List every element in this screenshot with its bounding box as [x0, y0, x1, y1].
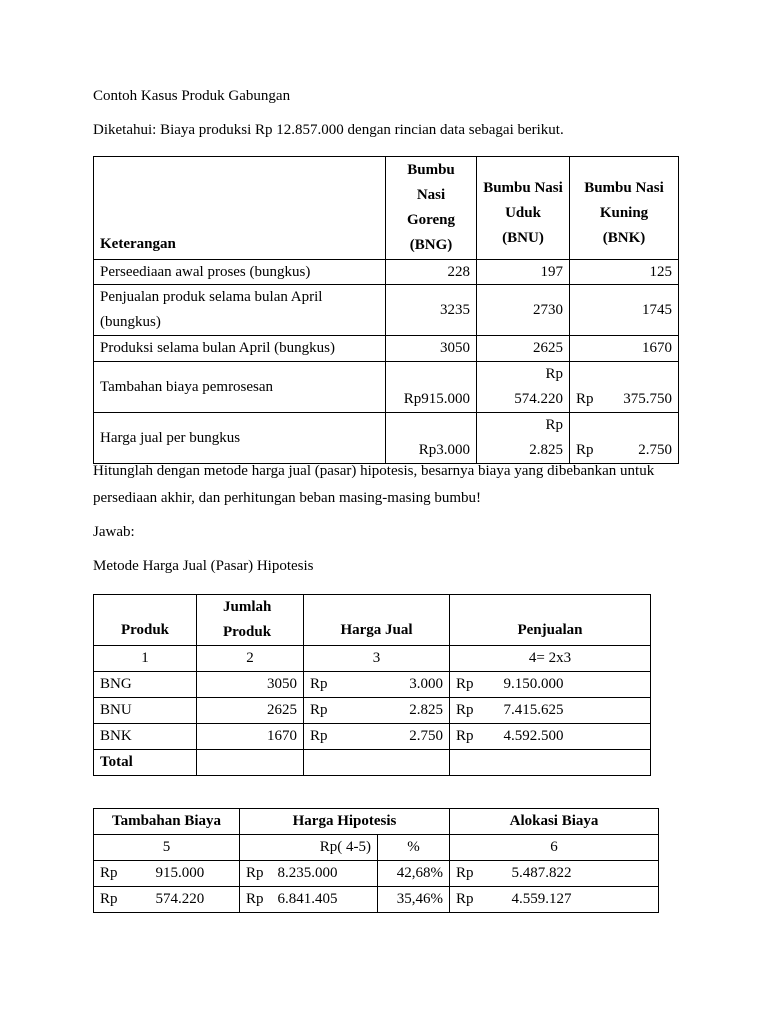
cell-produk: BNU — [94, 698, 197, 724]
table-row — [94, 887, 659, 913]
row-label: Penjualan produk selama bulan April (bungkus) — [94, 285, 386, 336]
cell-bng: 228 — [386, 260, 477, 285]
method-title: Metode Harga Jual (Pasar) Hipotesis — [93, 558, 314, 574]
header-produk: Produk — [94, 595, 197, 646]
index-cell: 1 — [94, 646, 197, 672]
table-row — [94, 285, 679, 336]
cell-persen: 42,68% — [378, 861, 450, 887]
cell-bnu: 2625 — [477, 336, 570, 362]
row-label: Tambahan biaya pemrosesan — [94, 362, 386, 413]
index-row — [94, 835, 659, 861]
header-bnu: Bumbu Nasi Uduk (BNU) — [477, 157, 570, 260]
table-row — [94, 698, 651, 724]
index-cell: 6 — [450, 835, 659, 861]
cell-bnk: 125 — [570, 260, 679, 285]
index-cell: 4= 2x3 — [450, 646, 651, 672]
question-line-2: persediaan akhir, dan perhitungan beban masing-masing bumbu! — [93, 490, 482, 506]
answer-label: Jawab: — [93, 524, 135, 540]
question-line-1: Hitunglah dengan metode harga jual (pasar) hipotesis, besarnya biaya yang dibebankan untuk — [93, 463, 655, 479]
table-row — [94, 413, 679, 464]
intro-paragraph: Diketahui: Biaya produksi Rp 12.857.000 dengan rincian data sebagai berikut. — [93, 122, 564, 138]
cell-hipotesis: Rp 6.841.405 — [240, 887, 378, 913]
cell-persen: 35,46% — [378, 887, 450, 913]
cell-harga: Rp 2.825 — [304, 698, 450, 724]
cell-alokasi: Rp 4.559.127 — [450, 887, 659, 913]
cell-bnk: 1670 — [570, 336, 679, 362]
header-bng: Bumbu Nasi Goreng (BNG) — [386, 157, 477, 260]
index-cell: 2 — [197, 646, 304, 672]
cell-hipotesis: Rp 8.235.000 — [240, 861, 378, 887]
table-row — [94, 861, 659, 887]
index-cell: 5 — [94, 835, 240, 861]
header-alokasi-biaya: Alokasi Biaya — [450, 809, 659, 835]
sales-table — [93, 594, 651, 776]
cell-bnk: Rp 375.750 — [570, 362, 679, 413]
empty-cell — [450, 750, 651, 776]
table-row — [94, 362, 679, 413]
cell-tambahan: Rp 915.000 — [94, 861, 240, 887]
cell-penjualan: Rp 4.592.500 — [450, 724, 651, 750]
header-keterangan: Keterangan — [94, 157, 386, 260]
cell-harga: Rp 3.000 — [304, 672, 450, 698]
index-row — [94, 646, 651, 672]
sales-table-header — [94, 595, 651, 646]
table-row — [94, 724, 651, 750]
cell-bnk: Rp 2.750 — [570, 413, 679, 464]
empty-cell — [197, 750, 304, 776]
cell-bng: Rp915.000 — [386, 362, 477, 413]
total-label: Total — [94, 750, 197, 776]
cell-produk: BNK — [94, 724, 197, 750]
cell-alokasi: Rp 5.487.822 — [450, 861, 659, 887]
row-label: Produksi selama bulan April (bungkus) — [94, 336, 386, 362]
data-table — [93, 156, 679, 464]
row-label: Harga jual per bungkus — [94, 413, 386, 464]
cell-penjualan: Rp 7.415.625 — [450, 698, 651, 724]
cell-penjualan: Rp 9.150.000 — [450, 672, 651, 698]
cell-jumlah: 3050 — [197, 672, 304, 698]
data-table-header — [94, 157, 679, 260]
allocation-table — [93, 808, 659, 913]
row-label: Perseediaan awal proses (bungkus) — [94, 260, 386, 285]
document-title: Contoh Kasus Produk Gabungan — [93, 88, 291, 104]
cell-produk: BNG — [94, 672, 197, 698]
cell-bnu: 2730 — [477, 285, 570, 336]
cell-bnu: Rp 574.220 — [477, 362, 570, 413]
cell-bnu: 197 — [477, 260, 570, 285]
header-harga-jual: Harga Jual — [304, 595, 450, 646]
cell-bng: Rp3.000 — [386, 413, 477, 464]
cell-tambahan: Rp 574.220 — [94, 887, 240, 913]
table-row — [94, 336, 679, 362]
table-row — [94, 672, 651, 698]
header-bnk: Bumbu Nasi Kuning (BNK) — [570, 157, 679, 260]
cell-bnk: 1745 — [570, 285, 679, 336]
index-cell: Rp( 4-5) — [240, 835, 378, 861]
cell-jumlah: 2625 — [197, 698, 304, 724]
header-penjualan: Penjualan — [450, 595, 651, 646]
cell-bnu: Rp 2.825 — [477, 413, 570, 464]
cell-bng: 3235 — [386, 285, 477, 336]
header-jumlah: Jumlah Produk — [197, 595, 304, 646]
table-row — [94, 260, 679, 285]
header-tambahan-biaya: Tambahan Biaya — [94, 809, 240, 835]
index-cell: % — [378, 835, 450, 861]
index-cell: 3 — [304, 646, 450, 672]
cell-bng: 3050 — [386, 336, 477, 362]
allocation-table-header — [94, 809, 659, 835]
cell-harga: Rp 2.750 — [304, 724, 450, 750]
header-harga-hipotesis: Harga Hipotesis — [240, 809, 450, 835]
empty-cell — [304, 750, 450, 776]
total-row — [94, 750, 651, 776]
cell-jumlah: 1670 — [197, 724, 304, 750]
